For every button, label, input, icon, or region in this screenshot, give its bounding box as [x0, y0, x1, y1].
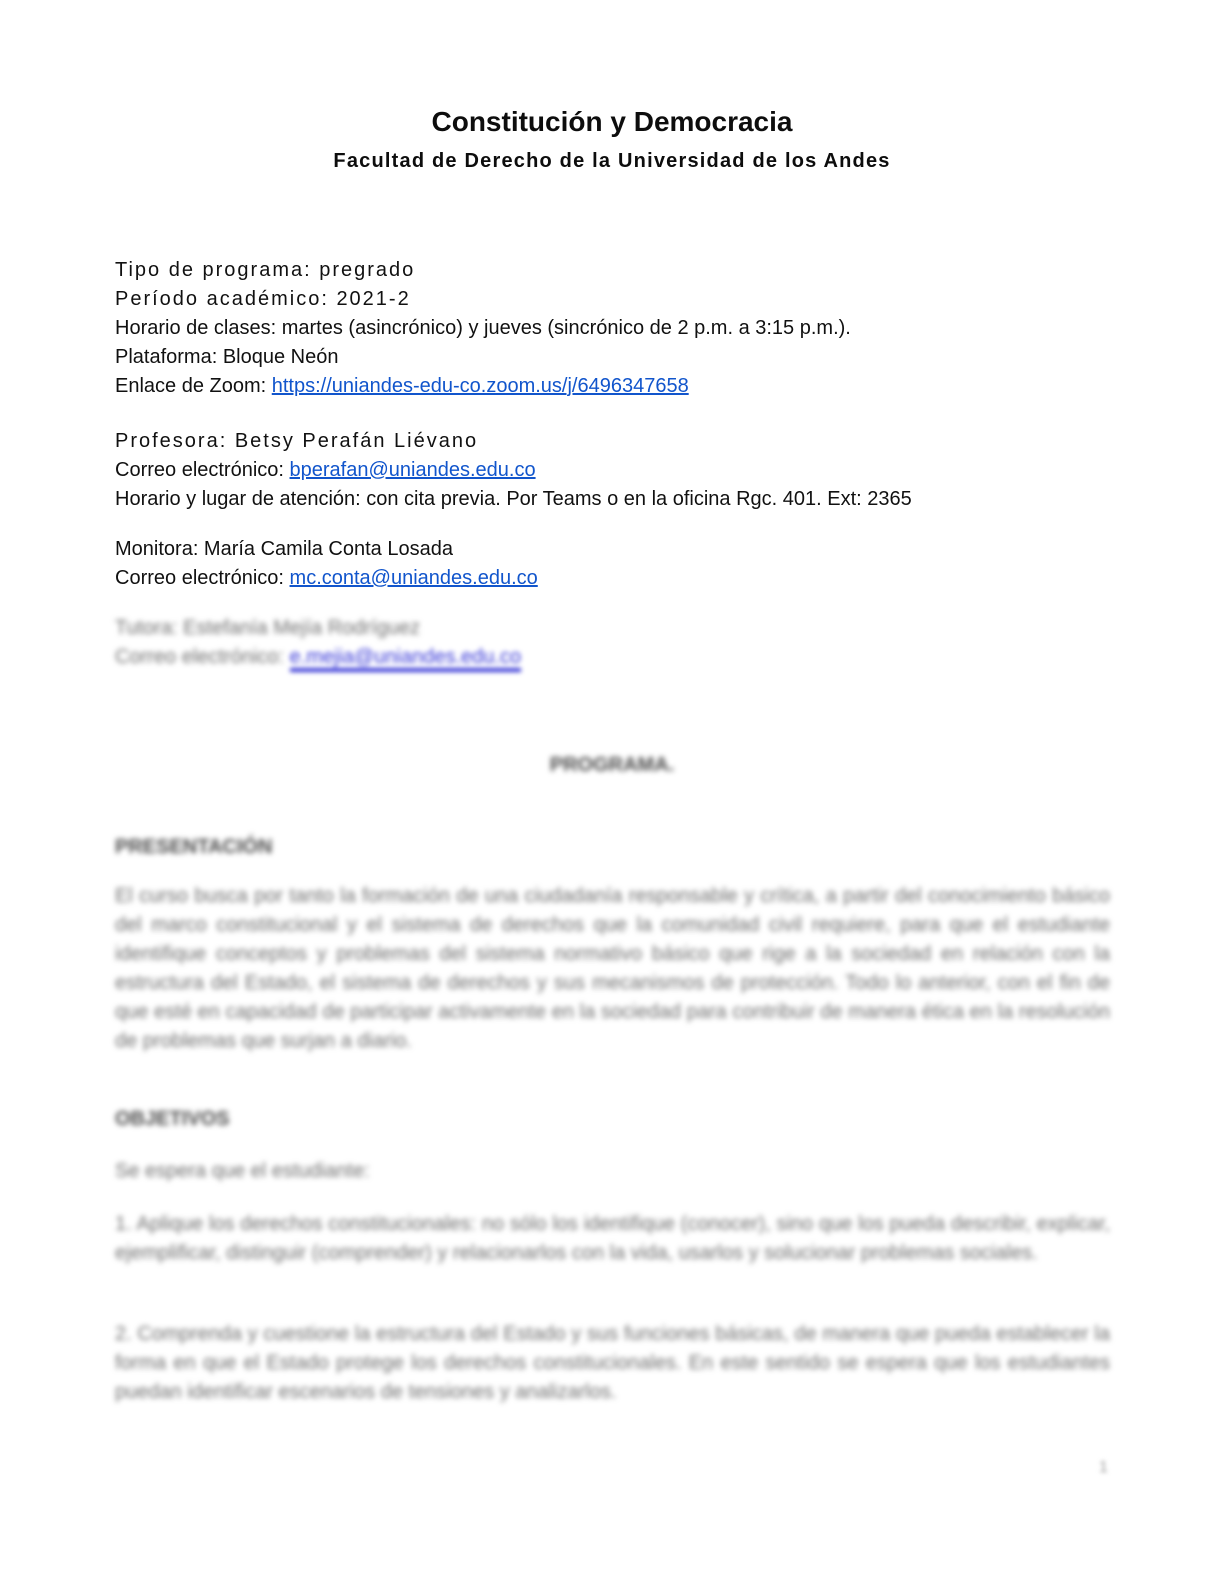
program-platform-line: Plataforma: Bloque Neón — [115, 346, 339, 368]
tutor-block-redacted — [115, 614, 1110, 672]
document-title: Constitución y Democracia — [431, 106, 793, 137]
tutor-email-link-blurred[interactable]: e.mejia@uniandes.edu.co — [290, 646, 522, 672]
professor-email-link[interactable]: bperafan@uniandes.edu.co — [289, 459, 536, 481]
professor-email-label: Correo electrónico: — [115, 459, 290, 481]
tutor-email-label-blurred: Correo electrónico: — [115, 646, 290, 668]
objetivos-heading-blurred: OBJETIVOS — [115, 1108, 230, 1130]
programa-heading-blurred: PROGRAMA. — [549, 754, 675, 776]
page-number: 1 — [1099, 1459, 1108, 1476]
monitor-email-label: Correo electrónico: — [115, 567, 290, 589]
professor-email-line — [115, 456, 1110, 485]
program-type-line: Tipo de programa: pregrado — [115, 259, 416, 281]
professor-block — [115, 427, 1110, 514]
program-info-block — [115, 256, 1110, 401]
monitor-block — [115, 535, 1110, 593]
objetivos-intro-blurred: Se espera que el estudiante: — [115, 1160, 370, 1182]
monitor-name-line: Monitora: María Camila Conta Losada — [115, 538, 453, 560]
presentacion-paragraph-blurred: El curso busca por tanto la formación de una ciudadanía responsable y crítica, a partir del conocimiento básico del marco constitucional y el sistema de derechos que la comunidad civil requiere, para que el estudiante identifique conceptos y problemas del sistema normativo básico que rige a la sociedad en relación con la estructura del Estado, el sistema de derechos y sus mecanismos de protección. Todo lo anterior, con el fin de que esté en capacidad de participar activamente en la sociedad para contribuir de manera ética en la resolución de problemas que surjan a diario. — [115, 885, 1110, 1052]
monitor-email-line — [115, 564, 1110, 593]
document-subtitle: Facultad de Derecho de la Universidad de los Andes — [333, 150, 891, 172]
program-period-line: Período académico: 2021-2 — [115, 288, 411, 310]
program-zoom-line — [115, 372, 1110, 401]
presentacion-heading-blurred: PRESENTACIÓN — [115, 836, 273, 858]
tutor-name-line-blurred: Tutora: Estefanía Mejía Rodríguez — [115, 617, 420, 639]
professor-name-line: Profesora: Betsy Perafán Liévano — [115, 430, 479, 452]
monitor-email-link[interactable]: mc.conta@uniandes.edu.co — [289, 567, 538, 589]
tutor-email-line-blurred — [115, 643, 1110, 672]
objetivo-1-paragraph-blurred: 1. Aplique los derechos constitucionales: no sólo los identifique (conocer), sino que los pueda describir, explicar, ejemplificar, distinguir (comprender) y relacionarlos con la vida, usarlos y solucionar problemas sociales. — [115, 1213, 1110, 1264]
objetivo-2-paragraph-blurred: 2. Comprenda y cuestione la estructura del Estado y sus funciones básicas, de manera que pueda establecer la forma en que el Estado protege los derechos constitucionales. En este sentido se espera que los estudiantes puedan identificar escenarios de tensiones y analizarlos. — [115, 1323, 1110, 1403]
program-schedule-line: Horario de clases: martes (asincrónico) y jueves (sincrónico de 2 p.m. a 3:15 p.m.). — [115, 317, 851, 339]
professor-office-line: Horario y lugar de atención: con cita previa. Por Teams o en la oficina Rgc. 401. Ext: 2365 — [115, 488, 912, 510]
zoom-link[interactable]: https://uniandes-edu-co.zoom.us/j/6496347658 — [271, 375, 689, 397]
zoom-link-label: Enlace de Zoom: — [115, 375, 272, 397]
